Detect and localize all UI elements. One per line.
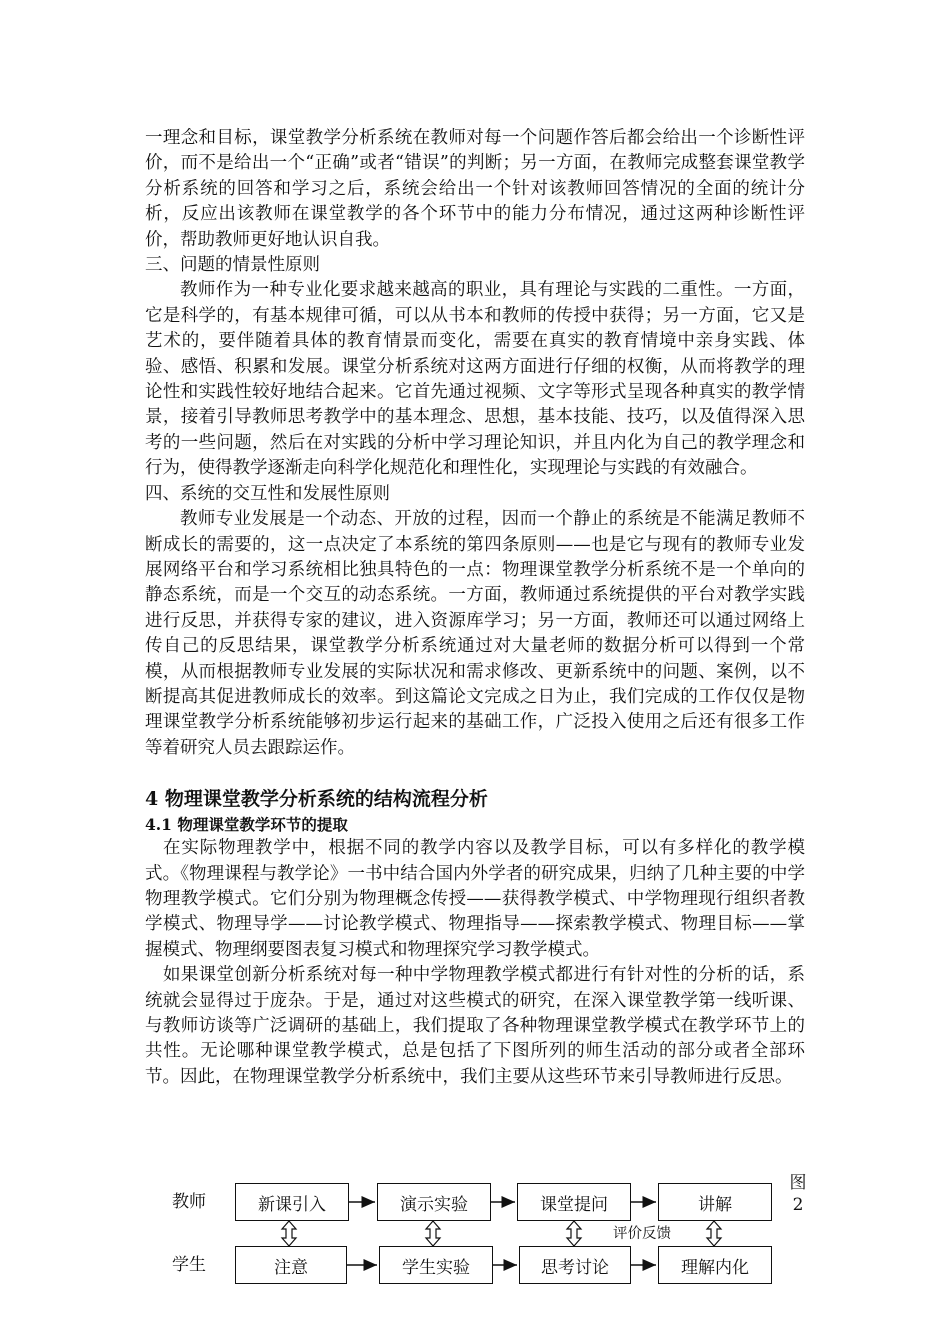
heading-situational-principle: 三、问题的情景性原则 [145, 255, 320, 276]
bidirectional-arrow-2 [426, 1221, 440, 1246]
subsection-title: 4.1 物理课堂教学环节的提取 [145, 815, 348, 835]
heading-interactive-principle: 四、系统的交互性和发展性原则 [145, 483, 390, 504]
student-step-4: 理解内化 [658, 1246, 772, 1284]
teacher-step-4: 讲解 [658, 1183, 772, 1221]
section-title: 4 物理课堂教学分析系统的结构流程分析 [145, 788, 488, 811]
paragraph-situational: 教师作为一种专业化要求越来越高的职业，具有理论与实践的二重性。一方面，它是科学的，有基本规律可循，可以从书本和教师的传授中获得；另一方面，它又是艺术的，要伴随着具体的教育情景而变化，需要在真实的教育情境中亲身实践、体验、感悟、积累和发展。课堂分析系统对这两方面进行仔细的权衡，从而将教学的理论性和实践性较好地结合起来。它首先通过视频、文字等形式呈现各种真实的教学情景，接着引导教师思考教学中的基本理念、思想，基本技能、技巧，以及值得深入思考的一些问题，然后在对实践的分析中学习理论知识，并且内化为自己的教学理念和行为，使得教学逐渐走向科学化规范化和理性化，实现理论与实践的有效融合。 [145, 280, 805, 479]
paragraph-interactive: 教师专业发展是一个动态、开放的过程，因而一个静止的系统是不能满足教师不断成长的需要的，这一点决定了本系统的第四条原则——也是它与现有的教师专业发展网络平台和学习系统相比独具特色的一点：物理课堂教学分析系统不是一个单向的静态系统，而是一个交互的动态系统。一方面，教师通过系统提供的平台对教学实践进行反思，并获得专家的建议，进入资源库学习；另一方面，教师还可以通过网络上传自己的反思结果，课堂教学分析系统通过对大量老师的数据分析可以得到一个常模，从而根据教师专业发展的实际状况和需求修改、更新系统中的问题、案例，以不断提高其促进教师成长的效率。到这篇论文完成之日为止，我们完成的工作仅仅是物理课堂教学分析系统能够初步运行起来的基础工作，广泛投入使用之后还有很多工作等着研究人员去跟踪运作。 [145, 509, 805, 758]
student-row-label: 学生 [172, 1255, 206, 1275]
teacher-step-1: 新课引入 [235, 1183, 349, 1221]
bidirectional-arrow-1 [282, 1221, 296, 1246]
student-step-2: 学生实验 [379, 1246, 493, 1284]
bidirectional-arrow-3 [567, 1221, 581, 1246]
teacher-row-label: 教师 [172, 1192, 206, 1212]
feedback-label: 评价反馈 [613, 1226, 671, 1242]
bidirectional-arrow-4 [707, 1221, 721, 1246]
paragraph-teaching-models: 在实际物理教学中，根据不同的教学内容以及教学目标，可以有多样化的教学模式。《物理课程与教学论》一书中结合国内外学者的研究成果，归纳了几种主要的中学物理教学模式。它们分别为物理概念传授——获得教学模式、中学物理现行组织者教学模式、物理导学——讨论教学模式、物理指导——探索教学模式、物理目标——掌握模式、物理纲要图表复习模式和物理探究学习教学模式。 [145, 838, 805, 960]
document-page [145, 126, 805, 1090]
paragraph-diagnostic-evaluation: 一理念和目标，课堂教学分析系统在教师对每一个问题作答后都会给出一个诊断性评价，而不是给出一个“正确”或者“错误”的判断；另一方面，在教师完成整套课堂教学分析系统的回答和学习之后，系统会给出一个针对该教师回答情况的全面的统计分析，反应出该教师在课堂教学的各个环节中的能力分布情况，通过这两种诊断性评价，帮助教师更好地认识自我。 [145, 128, 805, 250]
paragraph-common-steps: 如果课堂创新分析系统对每一种中学物理教学模式都进行有针对性的分析的话，系统就会显得过于庞杂。于是，通过对这些模式的研究，在深入课堂教学第一线听课、与教师访谈等广泛调研的基础上，我们提取了各种物理课堂教学模式在教学环节上的共性。无论哪种课堂教学模式，总是包括了下图所列的师生活动的部分或者全部环节。因此，在物理课堂教学分析系统中，我们主要从这些环节来引导教师进行反思。 [145, 965, 805, 1087]
student-step-3: 思考讨论 [519, 1246, 631, 1284]
student-step-1: 注意 [235, 1246, 347, 1284]
teacher-step-3: 课堂提问 [517, 1183, 631, 1221]
figure-label: 图2 [789, 1173, 807, 1215]
teacher-step-2: 演示实验 [377, 1183, 491, 1221]
